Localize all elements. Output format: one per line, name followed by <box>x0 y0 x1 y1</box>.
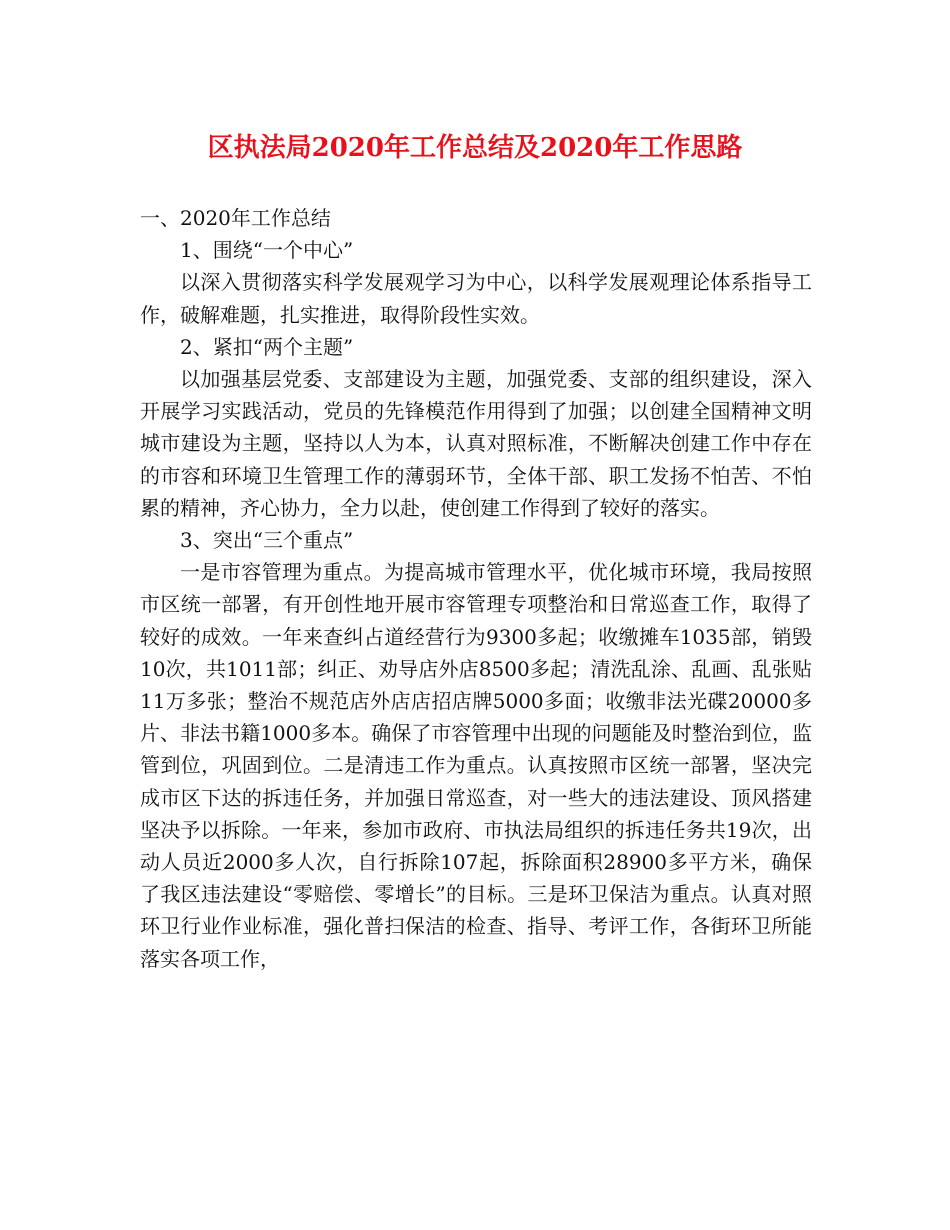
subsection-heading: 3、突出“三个重点” <box>180 528 354 553</box>
subsection-heading: 2、紧扣“两个主题” <box>180 334 354 359</box>
body-paragraph: 以深入贯彻落实科学发展观学习为中心，以科学发展观理论体系指导工作，破解难题，扎实推进，取得阶段性实效。 <box>140 270 812 327</box>
section-heading: 一、2020年工作总结 <box>140 206 331 230</box>
body-paragraph: 一是市容管理为重点。为提高城市管理水平，优化城市环境，我局按照市区统一部署，有开创性地开展市容管理专项整治和日常巡查工作，取得了较好的成效。一年来查纠占道经营行为9300多起；收缴摊车1035部，销毁10次，共1011部；纠正、劝导店外店8500多起；清洗乱涂、乱画、乱张贴11万多张；整治不规范店外店店招店牌5000多面；收缴非法光碟20000多片、非法书籍1000多本。确保了市容管理中出现的问题能及时整治到位，监管到位，巩固到位。二是清违工作为重点。认真按照市区统一部署，坚决完成市区下达的拆违任务，并加强日常巡查，对一些大的违法建设、顶风搭建坚决予以拆除。一年来，参加市政府、市执法局组织的拆违任务共19次，出动人员近2000多人次，自行拆除107起，拆除面积28900多平方米，确保了我区违法建设“零赔偿、零增长”的目标。三是环卫保洁为重点。认真对照环卫行业作业标准，强化普扫保洁的检查、指导、考评工作，各街环卫所能落实各项工作， <box>140 560 812 971</box>
body-paragraph: 以加强基层党委、支部建设为主题，加强党委、支部的组织建设，深入开展学习实践活动，党员的先锋模范作用得到了加强；以创建全国精神文明城市建设为主题，坚持以人为本，认真对照标准，不断解决创建工作中存在的市容和环境卫生管理工作的薄弱环节，全体干部、职工发扬不怕苦、不怕累的精神，齐心协力，全力以赴，使创建工作得到了较好的落实。 <box>140 367 812 520</box>
document-body <box>140 202 812 975</box>
document-title: 区执法局2020年工作总结及2020年工作思路 <box>207 133 743 163</box>
subsection-heading: 1、围绕“一个中心” <box>180 238 354 263</box>
